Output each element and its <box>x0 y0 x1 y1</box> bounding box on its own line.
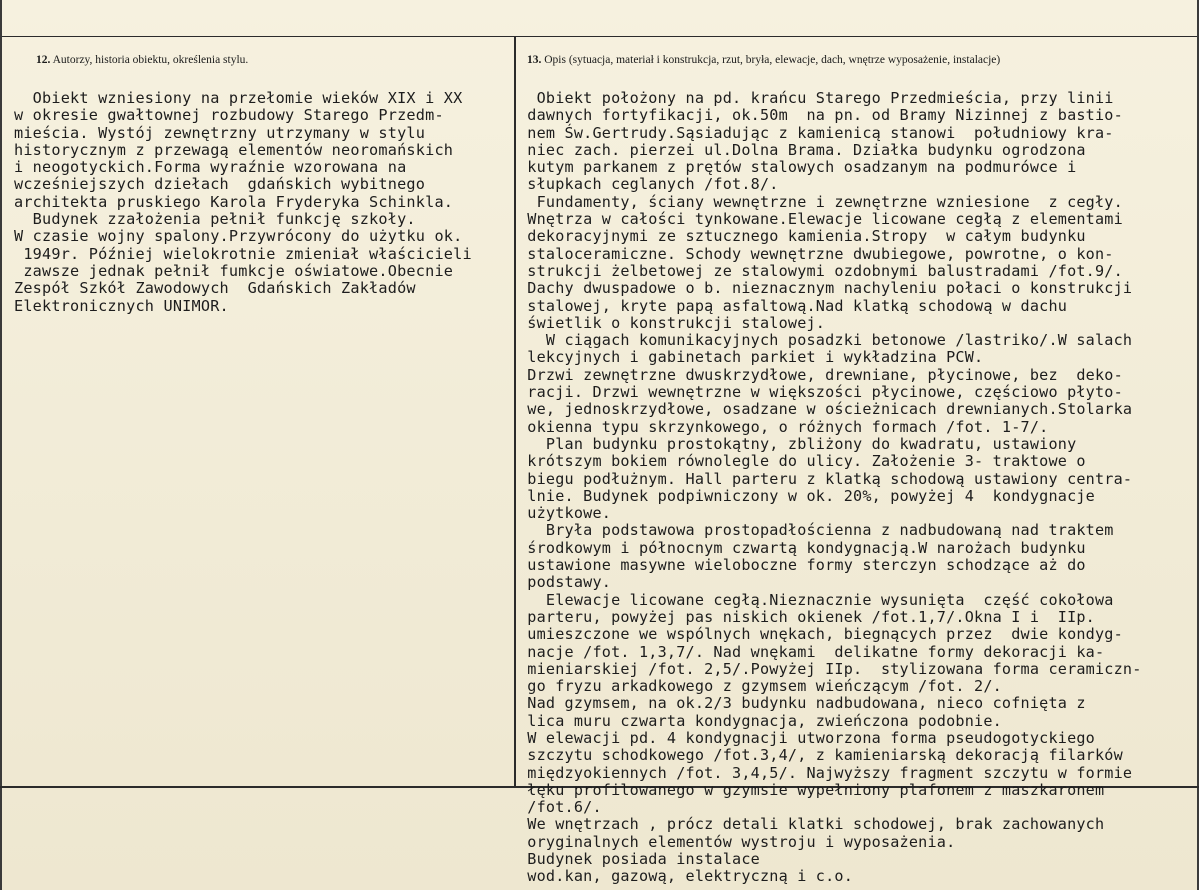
section-13-text-line: Obiekt położony na pd. krańcu Starego Przedmieścia, przy linii <box>518 89 1114 107</box>
section-12-text-line: w okresie gwałtownej rozbudowy Starego Przedm- <box>14 106 444 125</box>
section-13-text-line: Nad gzymsem, na ok.2/3 budynku nadbudowana, nieco cofnięta z <box>518 694 1086 713</box>
section-13-number: 13. <box>527 54 542 66</box>
section-13-text-line: strukcji żelbetowej ze stalowymi ozdobnymi balustradami /fot.9/. <box>518 261 1123 280</box>
section-13-text-line: biegu podłużnym. Hall parteru z klatką schodową ustawiony centra- <box>518 469 1133 488</box>
section-12-text-line: zawsze jednak pełnił fumkcje oświatowe.Obecnie <box>14 261 454 280</box>
section-12-text-line: Zespół Szkół Zawodowych Gdańskich Zakładów <box>14 279 416 298</box>
section-13-text-line: słupkach ceglanych /fot.8/. <box>518 175 779 194</box>
section-12-text-line: Obiekt wzniesiony na przełomie wieków XIX i XX <box>14 89 463 107</box>
section-13-text-line: międzyokiennych /fot. 3,4,5/. Najwyższy fragment szczytu w formie <box>518 763 1133 782</box>
section-13-text-line: Dachy dwuspadowe o b. nieznacznym nachyleniu połaci o konstrukcji <box>518 279 1133 298</box>
section-13-text-line: /fot.6/. <box>518 798 602 817</box>
section-13-text-line: racji. Drzwi wewnętrzne w większości płycinowe, częściowo płyto- <box>518 383 1123 402</box>
section-13-text-line: Fundamenty, ściany wewnętrzne i zewnętrzne wzniesione z cegły. <box>518 192 1123 211</box>
section-13-heading <box>527 54 1000 66</box>
section-13-text-line: Budynek posiada instalace <box>518 850 760 869</box>
section-13-text-line: staloceramiczne. Schody wewnętrzne dwubiegowe, powrotne, o kon- <box>518 244 1114 263</box>
section-13-text-line: we, jednoskrzydłowe, osadzane w ościeżnicach drewnianych.Stolarka <box>518 400 1133 419</box>
section-13-text-line: Drzwi zewnętrzne dwuskrzydłowe, drewniane, płycinowe, bez deko- <box>518 365 1123 384</box>
left-edge-rule <box>0 0 2 890</box>
section-12-text-line: historycznym z przewagą elementów neoromańskich <box>14 140 454 159</box>
section-13-title: Opis (sytuacja, materiał i konstrukcja, rzut, bryła, elewacje, dach, wnętrze wyposażenie, instalacje) <box>544 54 1001 66</box>
section-12-text-line: Budynek zzałożenia pełnił funkcję szkoły. <box>14 210 416 229</box>
section-12-title: Autorzy, historia obiektu, określenia stylu. <box>52 54 249 66</box>
section-13-text-line: W ciągach komunikacyjnych posadzki betonowe /lastriko/.W salach <box>518 331 1133 350</box>
section-13-text-line: wod.kan, gazową, elektryczną i c.o. <box>518 867 854 886</box>
section-13-text-line: świetlik o konstrukcji stalowej. <box>518 313 826 332</box>
section-13-text-line: krótszym bokiem równolegle do ulicy. Założenie 3- traktowe o <box>518 452 1086 471</box>
section-13-text-line: W elewacji pd. 4 kondygnacji utworzona forma pseudogotyckiego <box>518 728 1095 747</box>
section-13-text-line: stalowej, kryte papą asfaltową.Nad klatką schodową w dachu <box>518 296 1068 315</box>
section-13-text-line: niec zach. pierzei ul.Dolna Brama. Działka budynku ogrodzona <box>518 140 1086 159</box>
section-13-text-line: umieszczone we wspólnych wnękach, biegnących przez dwie kondyg- <box>518 625 1123 644</box>
section-13-text-line: We wnętrzach , prócz detali klatki schodowej, brak zachowanych <box>518 815 1105 834</box>
section-13-text-line: dawnych fortyfikacji, ok.50m na pn. od Bramy Nizinnej z bastio- <box>518 106 1123 125</box>
section-13-text-line: łęku profilowanego w gzymsie wypełniony plafonem z maszkaronem <box>518 780 1105 799</box>
section-13-text-line: lekcyjnych i gabinetach parkiet i wykładzina PCW. <box>518 348 984 367</box>
section-13-text-line: dekoracyjnymi ze sztucznego kamienia.Stropy w całym budynku <box>518 227 1086 246</box>
section-13-text-line: mieniarskiej /fot. 2,5/.Powyżej IIp. stylizowana forma ceramiczn- <box>518 659 1142 678</box>
section-13-text-line: ustawione masywne wieloboczne formy sterczyn schodzące aż do <box>518 556 1086 575</box>
section-13-text-line: go fryzu arkadkowego z gzymsem wieńczącym /fot. 2/. <box>518 677 1002 696</box>
section-13-text-line: nacje /fot. 1,3,7/. Nad wnękami delikatne formy dekoracji ka- <box>518 642 1105 661</box>
section-12-text-line: mieścia. Wystój zewnętrzny utrzymany w stylu <box>14 123 426 142</box>
section-13-text-line: lica muru czwarta kondygnacja, zwieńczona podobnie. <box>518 711 1002 730</box>
section-12-heading <box>36 54 248 66</box>
section-12-text-line: 1949r. Później wielokrotnie zmieniał właścicieli <box>14 244 472 263</box>
section-13-text-line: Bryła podstawowa prostopadłościenna z nadbudowaną nad traktem <box>518 521 1114 540</box>
section-12-text-line: architekta pruskiego Karola Fryderyka Schinkla. <box>14 192 454 211</box>
section-13-text-line: parteru, powyżej pas niskich okienek /fot.1,7/.Okna I i IIp. <box>518 607 1095 626</box>
header-band <box>0 0 1199 37</box>
section-13-body <box>518 90 1195 886</box>
section-13-text-line: podstawy. <box>518 573 612 592</box>
section-13-text-line: kutym parkanem z prętów stalowych osadzanym na podmurówce i <box>518 158 1077 177</box>
section-13-text-line: nem Św.Gertrudy.Sąsiadując z kamienicą stanowi południowy kra- <box>518 123 1114 142</box>
section-13-text-line: lnie. Budynek podpiwniczony w ok. 20%, powyżej 4 kondygnacje <box>518 486 1095 505</box>
section-13-text-line: środkowym i północnym czwartą kondygnacją.W narożach budynku <box>518 538 1086 557</box>
column-divider <box>514 36 516 787</box>
section-12-text-line: Elektronicznych UNIMOR. <box>14 296 229 315</box>
section-13-text-line: okienna typu skrzynkowego, o różnych formach /fot. 1-7/. <box>518 417 1049 436</box>
section-13-text-line: oryginalnych elementów wystroju i wyposażenia. <box>518 832 956 851</box>
section-12-number: 12. <box>36 54 51 66</box>
section-12-text-line: W czasie wojny spalony.Przywrócony do użytku ok. <box>14 227 463 246</box>
section-13-text-line: Elewacje licowane cegłą.Nieznacznie wysunięta część cokołowa <box>518 590 1114 609</box>
section-12-text-line: i neogotyckich.Forma wyraźnie wzorowana na <box>14 158 407 177</box>
section-13-text-line: Wnętrza w całości tynkowane.Elewacje licowane cegłą z elementami <box>518 210 1123 229</box>
section-12-text-line: wcześniejszych dziełach gdańskich wybitnego <box>14 175 426 194</box>
section-13-text-line: Plan budynku prostokątny, zbliżony do kwadratu, ustawiony <box>518 434 1077 453</box>
section-13-text-line: szczytu schodkowego /fot.3,4/, z kamieniarską dekoracją filarków <box>518 746 1123 765</box>
section-13-text-line: użytkowe. <box>518 504 612 523</box>
section-12-body <box>14 90 510 315</box>
